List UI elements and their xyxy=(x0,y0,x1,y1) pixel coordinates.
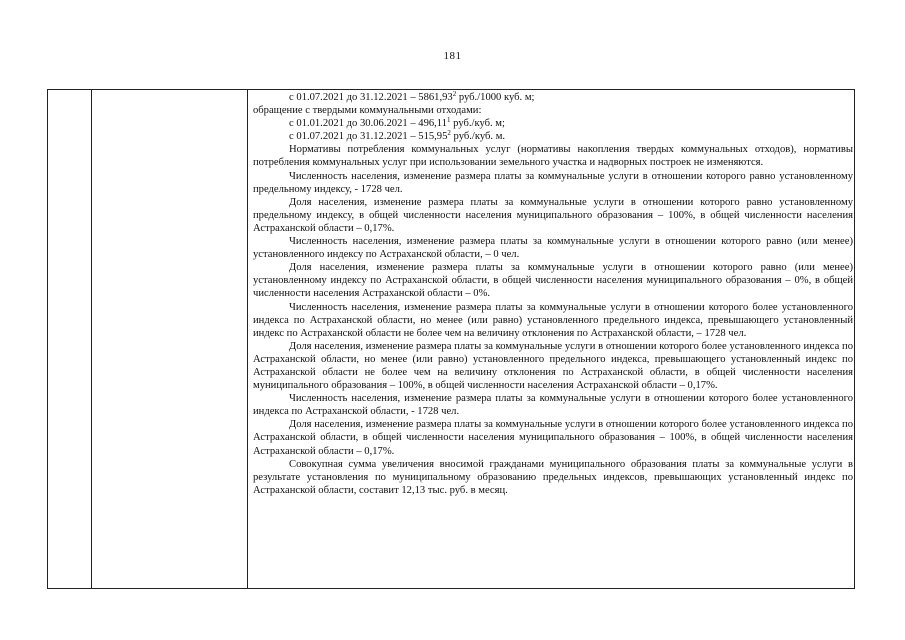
waste-tariff-line-1: с 01.01.2021 до 30.06.2021 – 496,11$^1$ руб./куб. м; xyxy=(289,116,505,130)
description-cell xyxy=(253,91,853,497)
tariff-water-line: с 01.07.2021 до 31.12.2021 – 5861,93$^2$ руб./1000 куб. м; xyxy=(289,90,535,103)
column-divider-1 xyxy=(91,90,92,588)
waste-tariff-line-2: с 01.07.2021 до 31.12.2021 – 515,95$^2$ руб./куб. м. xyxy=(289,129,506,143)
paragraph-norms: Нормативы потребления коммунальных услуг (нормативы накопления твердых коммунальных отходов), нормативы потребления коммунальных услуг при использовании земельного участка и надворных построек не изменяются. xyxy=(253,144,853,169)
paragraph-population-equal-limit: Численность населения, изменение размера платы за коммунальные услуги в отношении которого равно установленному предельному индексу, - 1728 чел. xyxy=(253,170,853,195)
document-table xyxy=(47,89,855,589)
paragraph-total-increase: Совокупная сумма увеличения вносимой гражданами муниципального образования платы за коммунальные услуги в результате установления по муниципальному образованию предельных индексов, превышающих установленный индекс по Астраханской области, составит 12,13 тыс. руб. в месяц. xyxy=(253,458,853,496)
column-divider-2 xyxy=(247,90,248,588)
paragraph-share-equal-limit: Доля населения, изменение размера платы за коммунальные услуги в отношении которого равно установленному предельному индексу, в общей численности населения муниципального образования – 100%, в общей численности населения Астраханской области – 0,17%. xyxy=(253,196,853,234)
paragraph-population-equal-regional: Численность населения, изменение размера платы за коммунальные услуги в отношении которого равно (или менее) установленного индексу по Астраханской области, – 0 чел. xyxy=(253,236,853,261)
paragraph-share-equal-regional: Доля населения, изменение размера платы за коммунальные услуги в отношении которого равно (или менее) установленному индексу по Астраханской области, в общей численности населения муниципального образования – 0%, в общей численности населения Астраханской области – 0%. xyxy=(253,262,853,300)
paragraph-share-above-regional-within-deviation: Доля населения, изменение размера платы за коммунальные услуги в отношении которого более установленного индекса по Астраханской области, но менее (или равно) установленного предельного индекса, превышающего установленный индекс по Астраханской области не более чем на величину отклонения по Астраханской области, в общей численности населения муниципального образования – 100%, в общей численности населения Астраханской области – 0,17%. xyxy=(253,340,853,392)
page-number: 181 xyxy=(443,50,462,62)
paragraph-population-above-regional: Численность населения, изменение размера платы за коммунальные услуги в отношении которого более установленного индекса по Астраханской области, - 1728 чел. xyxy=(253,393,853,418)
paragraph-population-above-regional-within-deviation: Численность населения, изменение размера платы за коммунальные услуги в отношении которого более установленного индекса по Астраханской области, но менее (или равно) установленного предельного индекса, превышающего установленный индекс по Астраханской области не более чем на величину отклонения по Астраханской области, – 1728 чел. xyxy=(253,301,853,339)
waste-header: обращение с твердыми коммунальными отходами: xyxy=(253,105,482,117)
paragraph-share-above-regional: Доля населения, изменение размера платы за коммунальные услуги в отношении которого более установленного индекса по Астраханской области, в общей численности населения муниципального образования – 100%, в общей численности населения Астраханской области – 0,17%. xyxy=(253,419,853,457)
